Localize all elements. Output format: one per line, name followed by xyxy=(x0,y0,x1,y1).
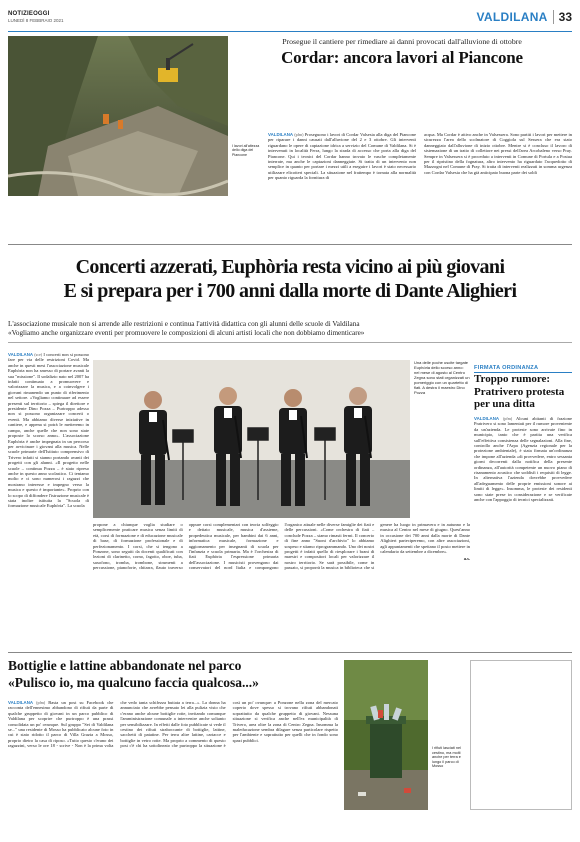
section-divider-bottom xyxy=(8,652,572,653)
bottom-story-byline: (pfm) xyxy=(36,700,46,705)
main-story-byline: (sce) xyxy=(34,352,43,357)
top-story-body xyxy=(268,132,572,196)
sidebar-body xyxy=(474,416,572,647)
bottom-story-place: VALDILANA xyxy=(8,700,34,705)
section-info xyxy=(477,10,573,24)
bottom-story-caption: I rifiuti lasciati nel cestino, ma molti anche per terra e lungo il parco di Mosso xyxy=(432,746,461,769)
main-headline-line-1: Concerti azzerati, Euphòria resta vicino ai più giovani xyxy=(75,256,505,278)
trash-bin-photo xyxy=(344,660,428,810)
sidebar-label: FIRMATA ORDINANZA xyxy=(474,365,572,373)
top-story-kicker: Prosegue il cantiere per rimediare ai danni provocati dall'alluvione di ottobre xyxy=(282,37,522,46)
page-number: 33 xyxy=(558,10,572,24)
main-story-column-1 xyxy=(8,352,89,647)
bottom-story-text: Basta un post su Facebook che racconta dell'ennesimo abbandono di rifiuti da parte di qualche gruppetto di giovani in un parco pubblico di Valdilana per scoprire che purtroppo è una prassi consolidata un po' ovunque. Sul gruppo "Sei di Valdilana se..." una residente di Mosso ha pubblicato alcune foto in cui è stato ridotto il parco di Villa Grazia a Mosso, proprio dietro la casa di riposo. «Tutto questo c'erano dei ragazzini, verso le ore 18 - scrive - Non è la prima volta che vedo tanta schifezza buttata a terra...». La donna ha annunciato che avrebbe pensato lei alla pulizia visto che c'erano anche alcune bottiglie rotte, invitando comunque l'amministrazione comunale a intervenire anche soltanto per sensibilizzare. In effetti dalle foto pubblicate si vede il cestino dei rifiuti straboccante di bottiglie, lattine, sacchetti di patatine. Per terra altre lattine, cartacce e bottiglie in vetro rotte. Ma proprio a commento di questo post c'è chi ha sottolineato che purtroppo la situazione è così un po' ovunque: a Ponzone nella zona del mercato coperto dove spesso si trovano rifiuti abbandonati soprattutto da qualche gruppetto di giovani. Nessuna situazione si verifica anche nell'ex municipalità di Trivero, area oltre la zona di Centro Zegna. Insomma la maleducazione sembra dilagare senza particolare rispetto per l'ambiente e soprattutto per quelli che in fondo sono spazi pubblici. xyxy=(8,700,338,749)
main-dek-line-1: L'associazione musicale non si arrende alle restrizioni e continua l'attività didattica con gli alunni delle scuole di Valdilana xyxy=(8,320,360,328)
main-dek-line-2: «Vogliamo anche organizzare eventi per promuovere le composizioni di alcuni artisti locali che non dobbiamo dimenticare» xyxy=(8,329,365,337)
main-story-caption: Una delle poche uscite targate Euphòria dello scorso anno: nel mese di agosto al Centro Zegna sono stati organizzati un pomeriggio con un quartetto di flati. A destra il maestro Dino Pozza xyxy=(414,360,470,395)
sidebar-place: VALDILANA xyxy=(474,416,500,421)
issue-date: LUNEDÌ 8 FEBBRAIO 2021 xyxy=(8,18,64,23)
quartet-photo xyxy=(93,360,410,518)
top-story-text-2: acqua. Ma Cordar è attivo anche in Valsessera. Sono partiti i lavori per mettere in sicurezza l'area dello scolmatore di Coggiola sul Sessera che era stato danneggiato dall'alluvione di inizio ottobre. Mentre si è concluso il lavoro di sistemazione di un tratto di collettore nei pressi dell'area Arcobaleno verso Pray. Sempre in Valsessera si è proceduto a interventi in Comune di Portula e a Postua per il ripristino della fognatura, altro intervento ha riguardato l'acquedotto di Mazzogni nel Comune di Pray. Si tratta di interventi realizzati in somma urgenza con Cordar Valsesia che ha già anticipato buona parte dei soldi xyxy=(424,132,572,175)
main-story-dek xyxy=(8,320,572,338)
bottom-story-headline xyxy=(8,658,348,691)
section-name: VALDILANA xyxy=(476,10,548,24)
sidebar-text: Alcuni abitanti di frazione Pratrivero si sono lamentati per il rumore proveniente da un'azienda. Le proteste sono arrivate fino in municipio, tanto che è partita una verifica sull'effettiva consistenza delle segnalazioni. Alla fine, controllo anche l'Arpa (Agenzia regionale per la protezione ambientale), è stata firmata un'ordinanza che impone all'azienda «di provvedere, entro sessanta giorni decorrenti dalla notifica della presente ordinanza, all'autorità competente un nuovo piano di risanamento acustico che soddisfi i requisiti di legge. In alternativa l'azienda dovrebbe provvedere all'adeguamento delle proprie emissioni sonore ai limiti di legge». Insomma, le proteste dei residenti sono state prese in considerazione e se verificate anche con l'appoggio di tecnici specializzati. xyxy=(474,416,572,503)
top-story-text-1: Proseguono i lavori di Cordar Valsesia alla diga del Piancone per riparare i danni causati dall'alluvione del 2 e 3 ottobre. Gli interventi riguardano le opere di captazione idrica a servizio del Comune di Valdilana. Si è intervenuti in località Ferra, lungo la strada di accesso che porta alla diga del Piancone. Qui i tecnici del Cordar hanno trovato le vasche completamente interrate, ma anche le captazioni danneggiate. Si tratta di un intervento non semplice in quanto per portare i mezzi utili a eseguire i lavori è stato necessario utilizzare elicotteri speciali. La situazione nel frattempo è tornata alla normalità per quanto riguarda la fornitura di xyxy=(268,132,417,181)
main-story-body xyxy=(93,522,470,647)
sidebar-headline: Troppo rumore: Pratrivero protesta per una ditta xyxy=(474,373,565,410)
top-story-byline: (pfm) xyxy=(294,132,304,137)
main-story-place: VALDILANA xyxy=(8,352,34,357)
dam-works-photo xyxy=(8,36,228,196)
main-story-text-1: I concerti non si possono fare per via delle restrizioni Covid. Ma anche in questi mesi l'associazione musicale Euphòria non ha smesso di portare avanti la sua "missione". Il sodalizio nato nel 2007 ha infatti continuato a promuovere e valorizzare la musica, e a coinvolgere i giovani rimanendo un punto di riferimento nel settore. «Vogliamo continuare ad essere presenti sul territorio – spiega il direttore e presidente Dino Pozza – Purtroppo adesso non si possono organizzare concerti o eventi. Ma abbiamo diverse iniziative in cantiere, e appena si potrà le metteremo in campo, anche quelle che non sono state proposte lo scorso anno». L'associazione Euphòria è anche impegnata in un percorso per avvicinare i giovani alla musica. Nelle scuole primarie dell'Istituto comprensivo di Trivero infatti si stanno portando avanti dei progetti con gli alunni. «Il progetto nelle scuole – continua Pozza – è stato ripreso anche in questo anno scolastico. Ci teniamo molto e ci sono numerosi i ragazzi che mostrano interesse e impegno verso la musica e questo è importante». Proprio con lo scopo di diffondere l'istruzione musicale è stata inoltre istituita la "Scuola di formazione musicale Euphòria". La scuola xyxy=(8,352,89,509)
masthead xyxy=(8,8,572,32)
top-story-caption: I lavori all'altezza dello diga del Piancone xyxy=(232,144,260,157)
main-story-text-2: propone a chiunque voglia studiare o semplicemente praticare musica senza limiti di età, corsi di formazione e di educazione musicale di base, di formazione professionale e di perfezionamento. I corsi, che si tengono a Ponzone, sono seguiti da docenti qualificati con lezioni di clarinetto, corno, fagotto, oboe, tuba, saxofono, tromba, trombone, strumenti a percussione, pianoforte, chitarra, flauto traverso oppure corsi complementari con teoria solfeggio e dettato musicale, musica d'assieme, propedeutica musicale, per bambini dai 6 anni, informatica musicale, formazione e aggiornamento per insegnanti di scuola per l'infanzia e scuola primaria. Ma è l'orchestra di fiati Euphòria l'espressione primaria dell'associazione. I musicisti provengono dai conservatori del nord Italia e compongono l'organico attuale nelle diverse famiglie dei fiati e delle percussioni. «Come orchestra di fiati – conclude Pozza – siamo rimasti fermi. Il concerto di fine anno "Suoni d'archivio" lo abbiamo sospeso e stiamo riprogrammando. Uno dei nostri progetti è infatti quello di riesplorare i brani di maestri e compositori locali per valorizzare il nostro territorio. Se sarà possibile, come in passato, si proporrà la musica in biblioteca che si genere ha luogo in primavera e in autunno e la musica al Centro nel mese di giugno. Quest'anno in occasione dei 700 anni dalla morte di Dante Alighieri parteciperemo, con altre associazioni, agli appuntamenti che spettano il posto mettere in calendario da settembre a dicembre». xyxy=(93,522,470,571)
main-story-headline xyxy=(8,255,572,303)
bottom-story-body xyxy=(8,700,338,832)
paper-info xyxy=(8,11,64,23)
section-divider xyxy=(8,244,572,245)
masthead-divider xyxy=(553,10,554,24)
sidebar-byline: (pfm) xyxy=(503,416,513,421)
bottom-headline-line-1: Bottiglie e lattine abbandonate nel parco xyxy=(8,658,242,673)
top-story-headline: Cordar: ancora lavori al Piancone xyxy=(281,48,523,67)
paper-name: NOTIZIEOGGI xyxy=(8,11,50,17)
top-story-place: VALDILANA xyxy=(268,132,294,137)
main-headline-line-2: E si prepara per i 700 anni dalla morte di Dante Alighieri xyxy=(63,280,517,302)
author-initials: a.s. xyxy=(463,556,470,562)
bottom-headline-line-2: «Pulisco io, ma qualcuno faccia qualcosa...» xyxy=(8,674,259,690)
empty-ad-frame xyxy=(470,660,572,810)
dek-divider xyxy=(8,342,572,343)
